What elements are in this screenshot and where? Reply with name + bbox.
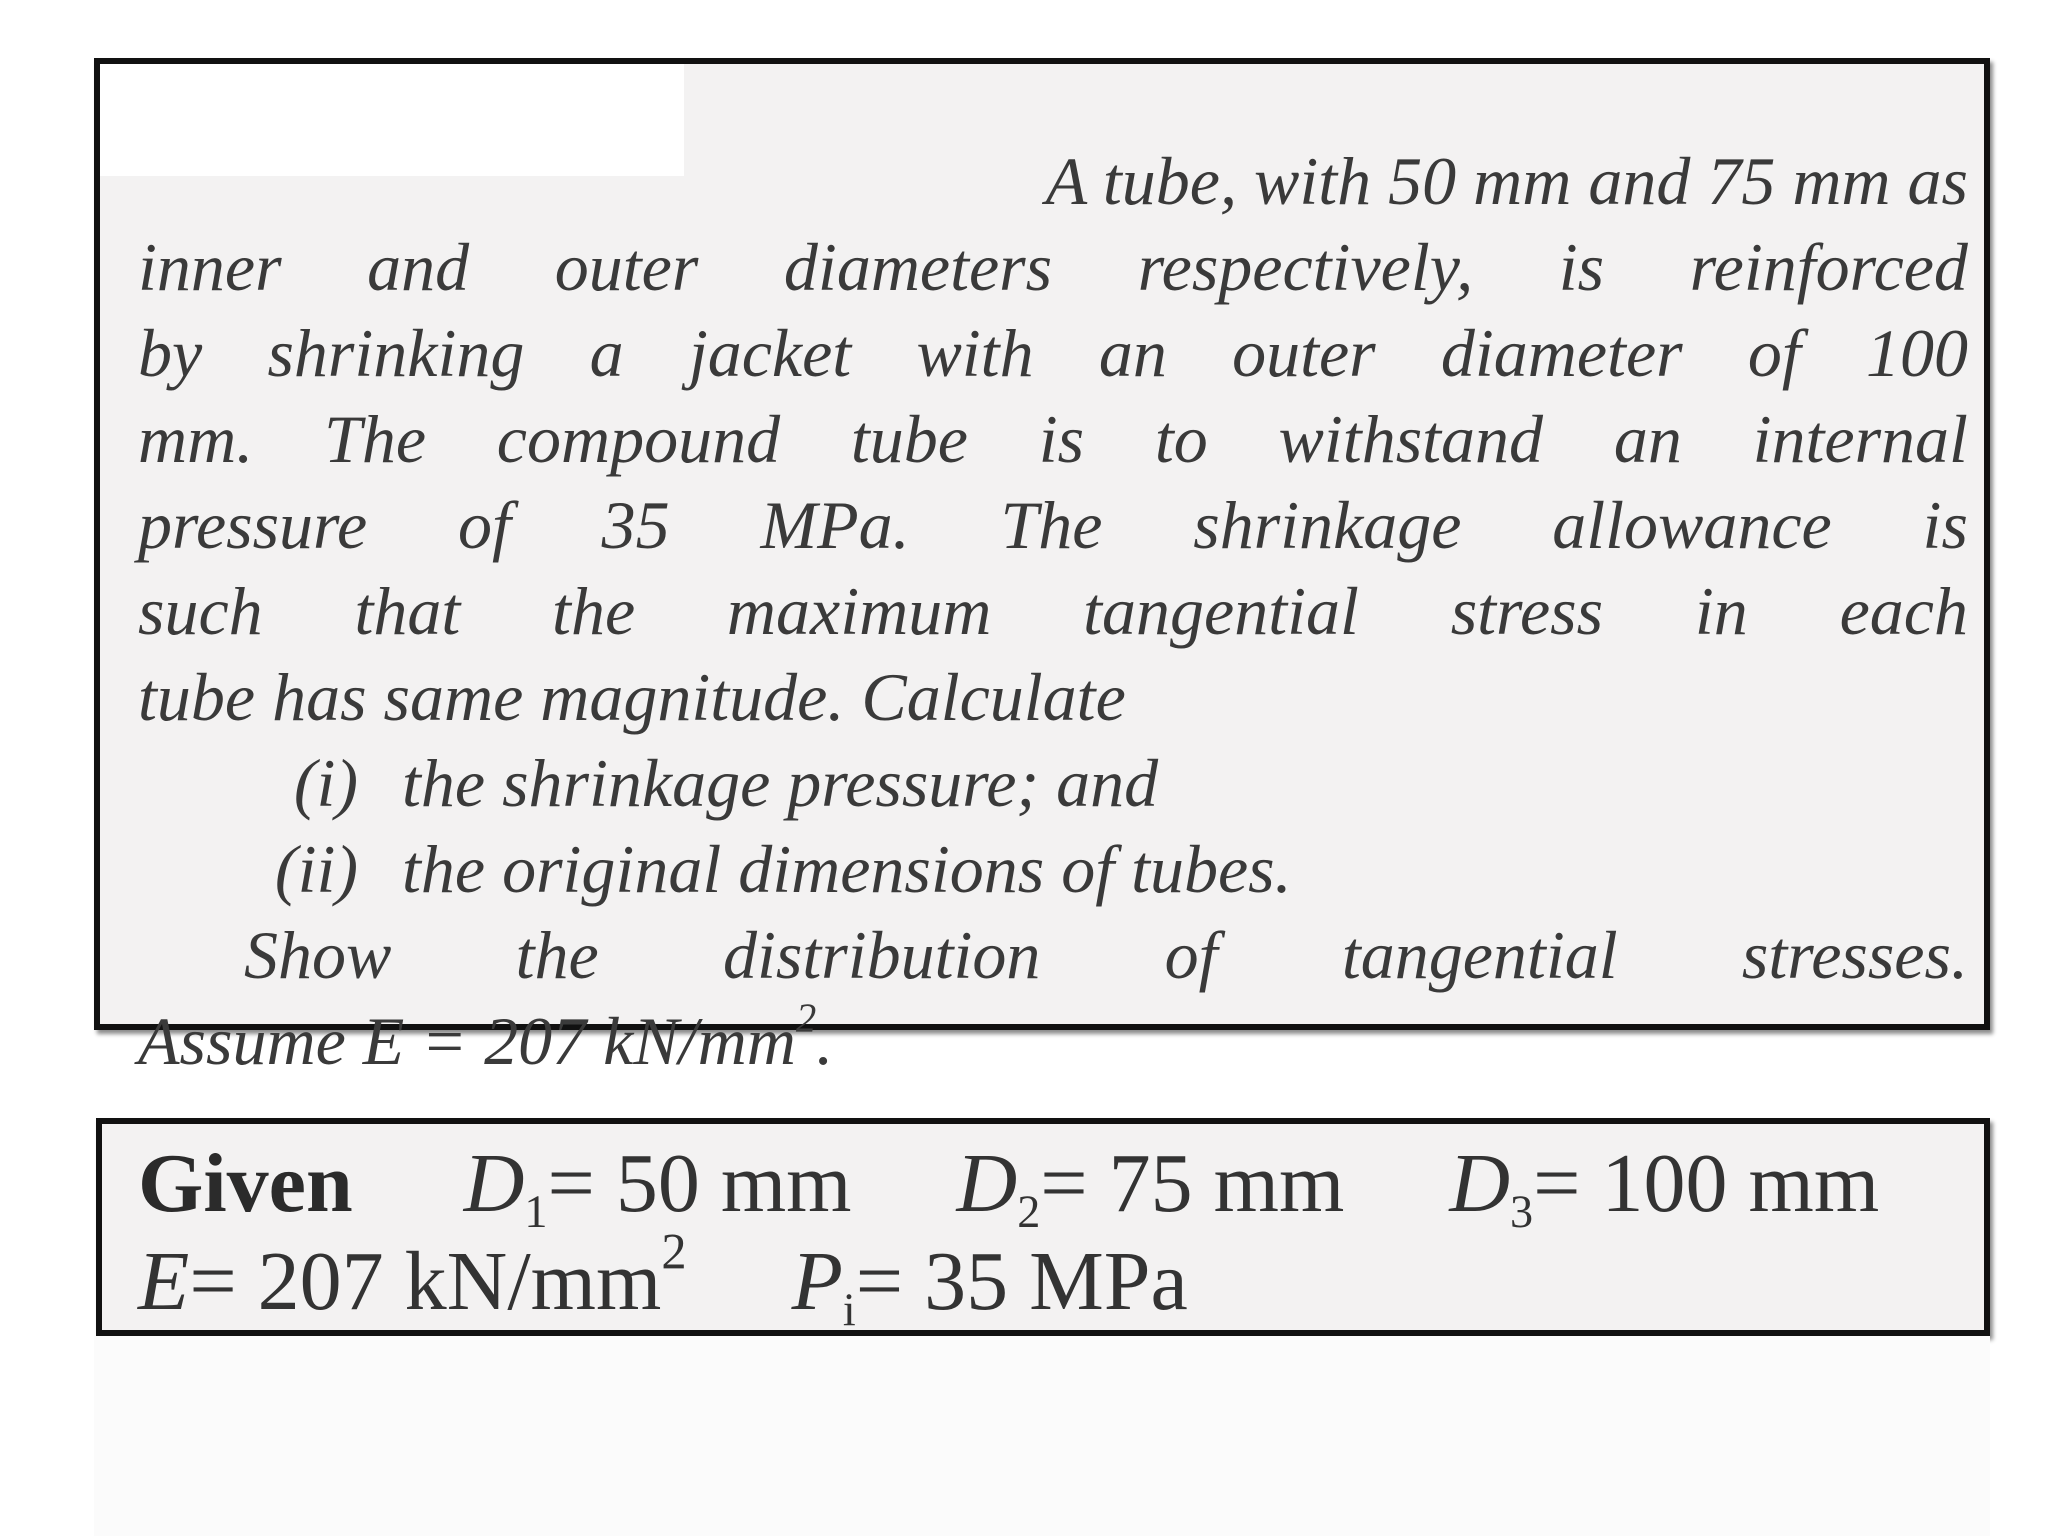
word: allowance [1552,487,1832,563]
word: inner [138,229,282,305]
assume-exponent: 2 [795,995,817,1041]
problem-line-10 [244,912,1968,998]
list-item-number: (ii) [274,831,358,907]
word: in [1694,573,1748,649]
e-value: = 207 kN/mm [189,1235,662,1328]
e-symbol: E [138,1235,190,1328]
word: is [1922,487,1968,563]
word: an [1613,401,1682,477]
word: reinforced [1689,229,1968,305]
word: pressure [138,487,368,563]
p-subscript: i [842,1284,856,1336]
word: distribution [723,917,1041,993]
e-exponent: 2 [661,1223,687,1280]
given-d1 [463,1134,852,1238]
list-item-text: the shrinkage pressure; and [402,745,1159,821]
problem-line-6 [138,568,1968,654]
word: outer [1232,315,1376,391]
word: maximum [726,573,992,649]
given-data-box [96,1118,1990,1336]
word: a [589,315,624,391]
word: diameter [1440,315,1683,391]
list-item-number: (i) [293,745,358,821]
word: to [1154,401,1208,477]
word: The [1000,487,1103,563]
word: is [1038,401,1085,477]
word: compound [496,401,781,477]
word: and [367,229,470,305]
word: 100 [1866,315,1968,391]
word: of [1164,917,1218,993]
word: of [457,487,511,563]
d3-symbol: D [1449,1137,1511,1230]
problem-line-7: tube has same magnitude. Calculate [138,659,1126,735]
word: tangential [1341,917,1618,993]
page-blank-area [94,1336,1990,1536]
word: the [515,917,599,993]
word: mm. [138,401,254,477]
given-row-1 [138,1134,1880,1238]
word: stresses. [1741,917,1968,993]
d1-subscript: 1 [524,1186,548,1238]
word: with [916,315,1034,391]
word: by [138,315,203,391]
word: is [1558,229,1605,305]
d2-value: = 75 mm [1040,1137,1345,1230]
word: such [138,573,263,649]
word: jacket [688,315,852,391]
assume-text: Assume E = 207 kN/mm [138,1003,796,1079]
p-symbol: P [791,1235,843,1328]
problem-line-3 [138,310,1968,396]
p-value: = 35 MPa [855,1235,1188,1328]
d2-symbol: D [956,1137,1018,1230]
d3-subscript: 3 [1510,1186,1534,1238]
word: shrinking [267,315,525,391]
problem-line-1: A tube, with 50 mm and 75 mm as [1045,143,1968,219]
given-d3 [1449,1134,1880,1238]
word: of [1747,315,1801,391]
word: internal [1752,401,1968,477]
problem-line-2 [138,224,1968,310]
word: MPa. [760,487,910,563]
word: diameters [783,229,1053,305]
word: respectively, [1137,229,1474,305]
d3-value: = 100 mm [1533,1137,1880,1230]
problem-assume-line [138,995,1968,1084]
list-item-text: the original dimensions of tubes. [402,831,1292,907]
list-item [138,740,1968,826]
d1-symbol: D [463,1137,525,1230]
word: tangential [1083,573,1359,649]
word: withstand [1278,401,1544,477]
word: shrinkage [1193,487,1462,563]
word: an [1098,315,1167,391]
given-label: Given [138,1137,353,1230]
word: each [1839,573,1968,649]
word: 35 [601,487,670,563]
assume-period: . [816,1003,834,1079]
word: the [552,573,636,649]
word: outer [554,229,699,305]
given-d2 [956,1134,1345,1238]
given-e [138,1223,687,1332]
list-item [138,826,1968,912]
problem-line-5 [138,482,1968,568]
word: tube [850,401,968,477]
word: that [354,573,461,649]
problem-statement-box [94,58,1990,1079]
word: stress [1450,573,1604,649]
word: Show [244,917,392,993]
d1-value: = 50 mm [547,1137,852,1230]
given-p [791,1232,1188,1336]
word: The [324,401,426,477]
problem-line-4 [138,396,1968,482]
d2-subscript: 2 [1017,1186,1041,1238]
given-row-2 [138,1223,1188,1336]
